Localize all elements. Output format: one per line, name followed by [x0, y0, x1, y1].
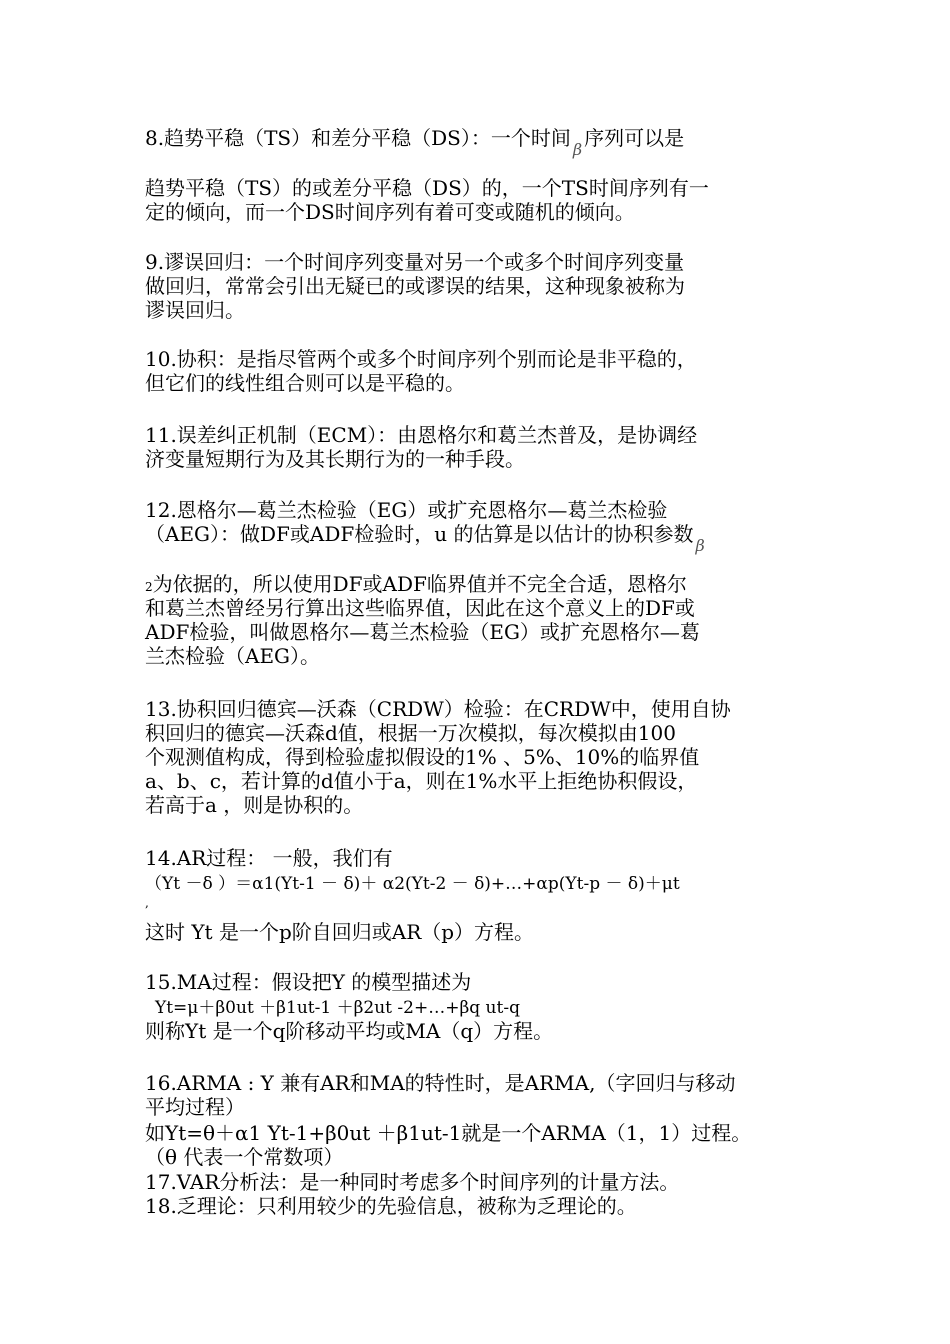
item-13-line-1: 13.协积回归德宾—沃森（CRDW）检验：在CRDW中，使用自协 — [145, 697, 731, 721]
item-12-line-1: 12.恩格尔—葛兰杰检验（EG）或扩充恩格尔—葛兰杰检验 — [145, 498, 668, 522]
item-15-line-1: 15.MA过程：假设把Y 的模型描述为 — [145, 970, 472, 994]
ma-formula: Yt=μ＋β0ut ＋β1ut-1 ＋β2ut -2+…+βq ut-q — [155, 998, 520, 1018]
beta-symbol-2: β — [695, 536, 705, 555]
item-18-line-1: 18.乏理论：只利用较少的先验信息，被称为乏理论的。 — [145, 1194, 637, 1218]
ar-formula-comma: , — [145, 896, 149, 910]
item-9-line-2: 做回归，常常会引出无疑已的或谬误的结果，这种现象被称为 — [145, 274, 685, 298]
item-10-line-2: 但它们的线性组合则可以是平稳的。 — [145, 371, 465, 395]
item-12-line-4: 和葛兰杰曾经另行算出这些临界值，因此在这个意义上的DF或 — [145, 596, 695, 620]
ar-formula: （Yt －δ ）＝α1(Yt-1 － δ)＋ α2(Yt-2 － δ)+…+αp(Yt-p － δ)＋μt — [145, 874, 680, 894]
item-8-text-a: 8.趋势平稳（TS）和差分平稳（DS）：一个时间 — [145, 126, 571, 150]
item-12-line-3 — [145, 572, 810, 599]
item-8-line-2: 趋势平稳（TS）的或差分平稳（DS）的，一个TS时间序列有一 — [145, 176, 709, 200]
item-8-line-1 — [145, 126, 810, 162]
item-11-line-2: 济变量短期行为及其长期行为的一种手段。 — [145, 447, 525, 471]
item-12-text-c: 为依据的，所以使用DF或ADF临界值并不完全合适，恩格尔 — [152, 572, 687, 596]
item-12-text-a: （AEG）：做DF或ADF检验时，u 的估算是以估计的协积参数 — [145, 522, 694, 546]
item-13-line-3: 个观测值构成，得到检验虚拟假设的1% 、5%、10%的临界值 — [145, 745, 700, 769]
item-9-line-1: 9.谬误回归：一个时间序列变量对另一个或多个时间序列变量 — [145, 250, 685, 274]
item-12-line-6: 兰杰检验（AEG）。 — [145, 644, 321, 668]
beta-symbol: β — [572, 140, 583, 159]
item-16-line-4: （θ 代表一个常数项） — [145, 1145, 344, 1169]
item-15-line-3: 则称Yt 是一个q阶移动平均或MA（q）方程。 — [145, 1019, 554, 1043]
subscript-2: 2 — [145, 580, 153, 594]
item-17-line-1: 17.VAR分析法：是一种同时考虑多个时间序列的计量方法。 — [145, 1170, 680, 1194]
item-8-line-3: 定的倾向，而一个DS时间序列有着可变或随机的倾向。 — [145, 200, 635, 224]
item-11-line-1: 11.误差纠正机制（ECM）：由恩格尔和葛兰杰普及，是协调经 — [145, 423, 698, 447]
item-13-line-5: 若高于a ，则是协积的。 — [145, 793, 364, 817]
item-14-line-3: 这时 Yt 是一个p阶自回归或AR（p）方程。 — [145, 920, 535, 944]
item-14-line-1: 14.AR过程： 一般，我们有 — [145, 846, 393, 870]
item-13-line-2: 积回归的德宾—沃森d值，根据一万次模拟，每次模拟由100 — [145, 721, 676, 745]
item-12-line-2 — [145, 522, 810, 558]
item-16-line-1: 16.ARMA : Y 兼有AR和MA的特性时，是ARMA,（字回归与移动 — [145, 1071, 736, 1095]
item-10-line-1: 10.协积：是指尽管两个或多个时间序列个别而论是非平稳的， — [145, 347, 697, 371]
item-9-line-3: 谬误回归。 — [145, 298, 245, 322]
item-13-line-4: a、b、c，若计算的d值小于a，则在1%水平上拒绝协积假设， — [145, 769, 698, 793]
item-16-line-2: 平均过程） — [145, 1095, 245, 1119]
item-16-line-3: 如Yt=θ＋α1 Yt-1+β0ut ＋β1ut-1就是一个ARMA（1，1）过程。 — [145, 1121, 752, 1145]
item-8-text-b: 序列可以是 — [584, 126, 685, 150]
item-12-line-5: ADF检验，叫做恩格尔—葛兰杰检验（EG）或扩充恩格尔—葛 — [145, 620, 700, 644]
